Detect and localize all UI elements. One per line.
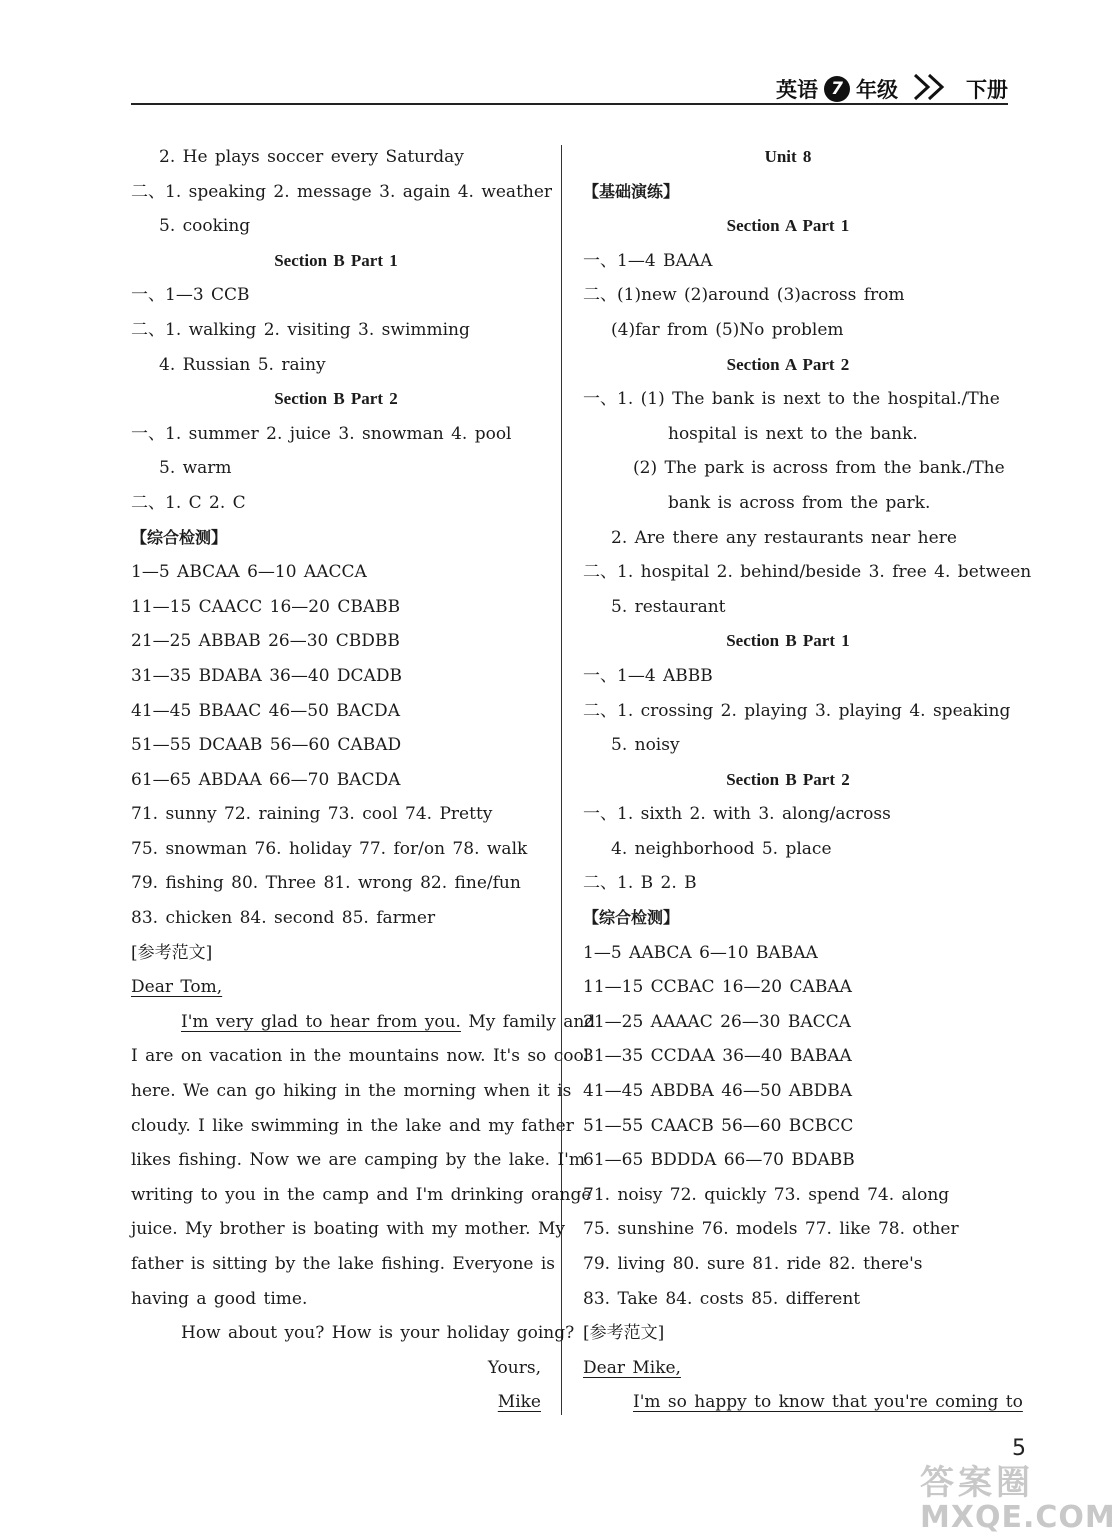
- answer-line: 4. Russian 5. rainy: [159, 354, 326, 375]
- watermark-logo: [920, 1455, 1116, 1535]
- answer-line: 4. neighborhood 5. place: [611, 838, 832, 859]
- answer-line: 21—25 AAAAC 26—30 BACCA: [583, 1011, 851, 1032]
- essay-line: likes fishing. Now we are camping by the lake. I'm: [131, 1150, 585, 1171]
- answer-line: 83. Take 84. costs 85. different: [583, 1288, 861, 1309]
- answer-line: 一、1. summer 2. juice 3. snowman 4. pool: [131, 423, 512, 444]
- answer-line: 61—65 ABDAA 66—70 BACDA: [131, 769, 401, 790]
- subject-label: 英语: [776, 78, 818, 102]
- section-heading: Section A Part 1: [726, 216, 850, 236]
- watermark-bottom-text: MXQE.COM: [920, 1500, 1116, 1535]
- comprehensive-test-tag: 【综合检测】: [131, 527, 228, 547]
- essay-line: cloudy. I like swimming in the lake and my father: [131, 1115, 574, 1136]
- essay-line: I are on vacation in the mountains now. It's so cool: [131, 1046, 590, 1067]
- answer-line: 二、1. walking 2. visiting 3. swimming: [131, 319, 470, 340]
- answer-line: 1—5 ABCAA 6—10 AACCA: [131, 562, 367, 583]
- answer-line: 75. sunshine 76. models 77. like 78. other: [583, 1219, 959, 1240]
- page-header: [776, 72, 1008, 106]
- answer-line: (2) The park is across from the bank./The: [633, 458, 1005, 479]
- answer-line: 5. cooking: [159, 216, 251, 237]
- essay-line: having a good time.: [131, 1288, 308, 1309]
- answer-line: 一、1—4 BAAA: [583, 250, 713, 271]
- essay-line: How about you? How is your holiday going?: [181, 1323, 575, 1344]
- section-heading: Section B Part 2: [274, 389, 398, 409]
- answer-line: 二、1. C 2. C: [131, 492, 246, 513]
- answer-line: 51—55 DCAAB 56—60 CABAD: [131, 735, 402, 756]
- answer-line: 一、1—4 ABBB: [583, 665, 713, 686]
- answer-line: 31—35 CCDAA 36—40 BABAA: [583, 1046, 852, 1067]
- answer-line: 二、1. B 2. B: [583, 873, 697, 894]
- answer-line: 31—35 BDABA 36—40 DCADB: [131, 665, 402, 686]
- answer-line: 二、1. hospital 2. behind/beside 3. free 4. between: [583, 562, 1032, 583]
- essay-salutation: Dear Mike,: [583, 1357, 681, 1378]
- essay-line: writing to you in the camp and I'm drinking orange: [131, 1184, 592, 1205]
- answer-line: 71. sunny 72. raining 73. cool 74. Pretty: [131, 804, 493, 825]
- answer-line: 11—15 CCBAC 16—20 CABAA: [583, 977, 852, 998]
- answer-line: (4)far from (5)No problem: [611, 319, 844, 340]
- answer-line: bank is across from the park.: [668, 492, 931, 513]
- unit-title: Unit 8: [764, 147, 812, 166]
- answer-line: 75. snowman 76. holiday 77. for/on 78. walk: [131, 838, 528, 859]
- answer-line: 79. living 80. sure 81. ride 82. there's: [583, 1254, 923, 1274]
- answer-line: 5. noisy: [611, 735, 680, 756]
- left-column: [131, 140, 596, 1420]
- double-chevron-right-icon: [912, 72, 952, 107]
- answer-line: 5. warm: [159, 458, 232, 479]
- reference-essay-label: [参考范文]: [583, 1323, 665, 1344]
- section-heading: Section A Part 2: [726, 354, 850, 374]
- answer-line: 二、1. speaking 2. message 3. again 4. weather: [131, 181, 553, 202]
- answer-line: 5. restaurant: [611, 596, 726, 617]
- answer-line: 21—25 ABBAB 26—30 CBDBB: [131, 631, 400, 652]
- essay-signature: Mike: [497, 1392, 541, 1413]
- comprehensive-test-tag: 【综合检测】: [583, 908, 680, 928]
- answer-line: 51—55 CAACB 56—60 BCBCC: [583, 1115, 854, 1136]
- answer-line: 一、1—3 CCB: [131, 285, 250, 306]
- answer-line: 61—65 BDDDA 66—70 BDABB: [583, 1150, 855, 1171]
- essay-line: father is sitting by the lake fishing. Everyone is: [131, 1254, 556, 1274]
- answer-line: 11—15 CAACC 16—20 CBABB: [131, 596, 401, 617]
- answer-line: 79. fishing 80. Three 81. wrong 82. fine/fun: [131, 873, 521, 894]
- answer-line: 二、1. crossing 2. playing 3. playing 4. speaking: [583, 700, 1011, 721]
- essay-line: I'm very glad to hear from you. My family and: [181, 1011, 596, 1032]
- essay-line: I'm so happy to know that you're coming to: [633, 1392, 1023, 1413]
- answer-line: 一、1. (1) The bank is next to the hospital./The: [583, 389, 1000, 410]
- answer-line: 2. Are there any restaurants near here: [611, 527, 957, 548]
- answer-line: 41—45 BBAAC 46—50 BACDA: [131, 700, 400, 721]
- basic-practice-tag: 【基础演练】: [583, 181, 680, 201]
- section-heading: Section B Part 1: [274, 250, 398, 270]
- reference-essay-label: [参考范文]: [131, 942, 213, 963]
- header-rule: [131, 103, 1008, 105]
- grade-number-badge: 7: [824, 76, 850, 102]
- essay-line: here. We can go hiking in the morning when it is: [131, 1081, 572, 1102]
- answer-line: 71. noisy 72. quickly 73. spend 74. along: [583, 1184, 950, 1205]
- page-number: 5: [1012, 1436, 1026, 1461]
- section-heading: Section B Part 2: [726, 769, 850, 789]
- essay-closing: Yours,: [487, 1357, 541, 1378]
- essay-line: juice. My brother is boating with my mother. My: [131, 1219, 565, 1240]
- answer-line: 41—45 ABDBA 46—50 ABDBA: [583, 1081, 853, 1102]
- volume-label: 下册: [966, 78, 1008, 102]
- answer-line: 1—5 AABCA 6—10 BABAA: [583, 942, 818, 963]
- answer-line: hospital is next to the bank.: [668, 423, 918, 444]
- essay-salutation: Dear Tom,: [131, 977, 223, 998]
- answer-line: 一、1. sixth 2. with 3. along/across: [583, 804, 891, 825]
- section-heading: Section B Part 1: [726, 631, 850, 651]
- answer-line: 二、(1)new (2)around (3)across from: [583, 285, 905, 306]
- watermark-top-text: 答案圈: [920, 1463, 1034, 1503]
- answer-line: 2. He plays soccer every Saturday: [159, 147, 464, 167]
- answer-line: 83. chicken 84. second 85. farmer: [131, 908, 436, 929]
- right-column: [583, 140, 1032, 1420]
- grade-label: 年级: [856, 78, 898, 102]
